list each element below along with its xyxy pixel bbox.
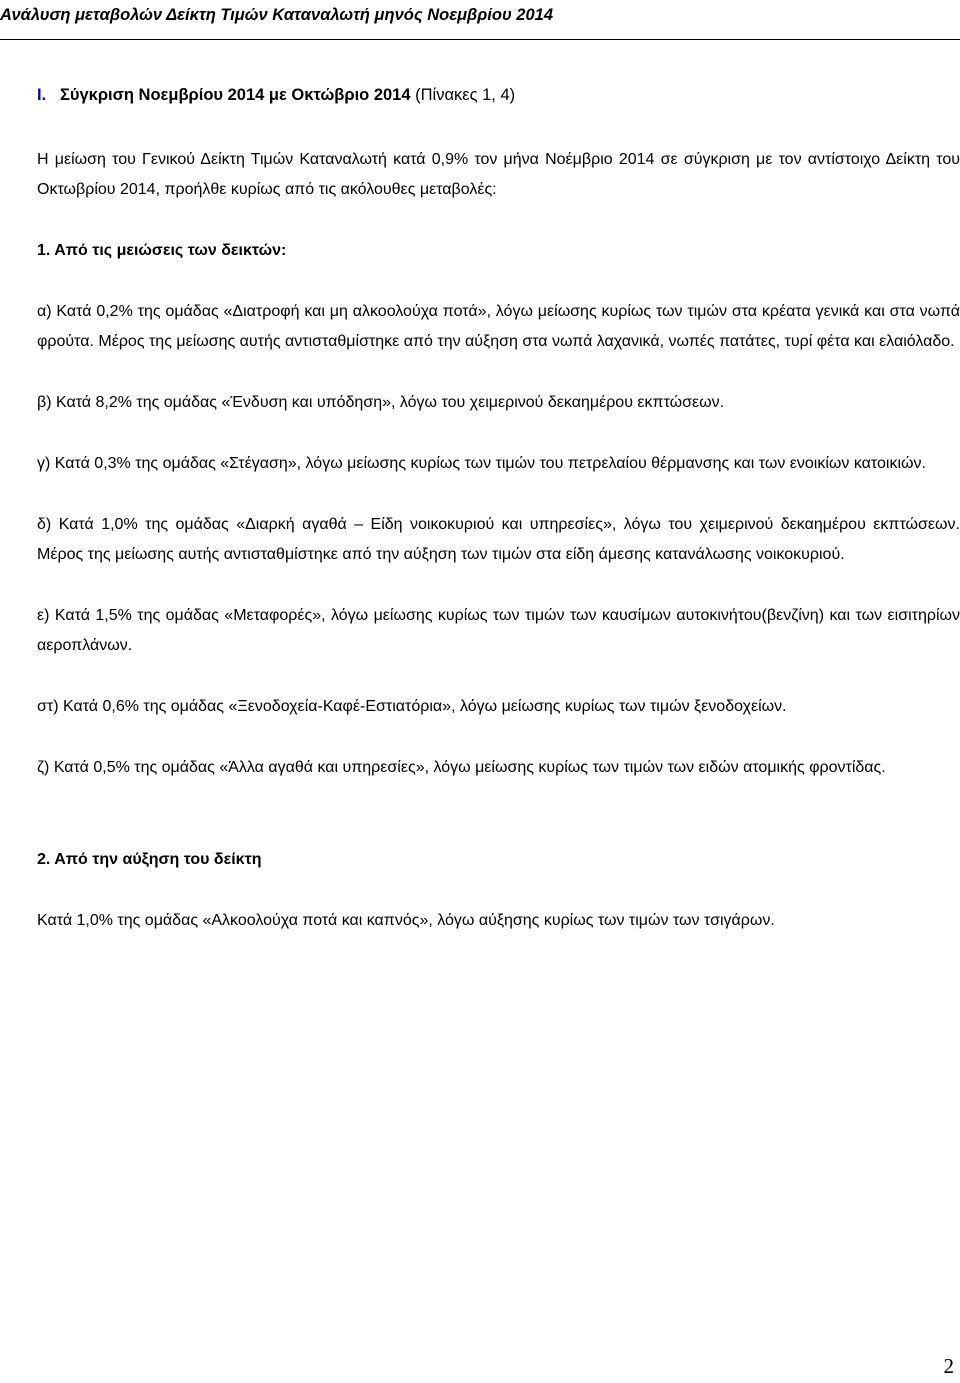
section-heading [37,80,960,110]
page-title: Ανάλυση μεταβολών Δείκτη Τιμών Καταναλωτή μηνός Νοεμβρίου 2014 [0,6,553,24]
increases-heading: 2. Από την αύξηση του δείκτη [37,851,262,868]
list-item: ε) Κατά 1,5% της ομάδας «Μεταφορές», λόγω μείωσης κυρίως των τιμών των καυσίμων αυτοκινήτου(βενζίνη) και των εισιτηρίων αεροπλάνων. [37,607,960,654]
list-item: δ) Κατά 1,0% της ομάδας «Διαρκή αγαθά – Είδη νοικοκυριού και υπηρεσίες», λόγω του χειμερινού δεκαημέρου εκπτώσεων. Μέρος της μείωσης αυτής αντισταθμίστηκε από την αύξηση των τιμών στα είδη άμεσης κατανάλωσης νοικοκυριού. [37,516,960,563]
list-item: α) Κατά 0,2% της ομάδας «Διατροφή και μη αλκοολούχα ποτά», λόγω μείωσης κυρίως των τιμών στα κρέατα γενικά και στα νωπά φρούτα. Μέρος της μείωσης αυτής αντισταθμίστηκε από την αύξηση στα νωπά λαχανικά, νωπές πατάτες, τυρί φέτα και ελαιόλαδο. [37,303,960,350]
list-item: γ) Κατά 0,3% της ομάδας «Στέγαση», λόγω μείωσης κυρίως των τιμών του πετρελαίου θέρμανσης και των ενοικίων κατοικιών. [37,455,926,472]
intro-paragraph: Η μείωση του Γενικού Δείκτη Τιμών Καταναλωτή κατά 0,9% τον μήνα Νοέμβριο 2014 σε σύγκριση με τον αντίστοιχο Δείκτη του Οκτωβρίου 2014, προήλθε κυρίως από τις ακόλουθες μεταβολές: [37,151,960,198]
document-body [37,80,960,936]
page-header [0,0,960,40]
decreases-heading: 1. Από τις μειώσεις των δεικτών: [37,242,287,259]
section-number: Ι. [37,86,47,104]
section-title: Σύγκριση Νοεμβρίου 2014 με Οκτώβριο 2014 [59,86,411,104]
list-item: στ) Κατά 0,6% της ομάδας «Ξενοδοχεία-Καφέ-Εστιατόρια», λόγω μείωσης κυρίως των τιμών ξενοδοχείων. [37,698,787,715]
section-note: (Πίνακες 1, 4) [415,86,516,104]
list-item: ζ) Κατά 0,5% της ομάδας «Άλλα αγαθά και υπηρεσίες», λόγω μείωσης κυρίως των τιμών των ειδών ατομικής φροντίδας. [37,759,886,776]
page-number: 2 [943,1354,954,1378]
list-item: β) Κατά 8,2% της ομάδας «Ένδυση και υπόδηση», λόγω του χειμερινού δεκαημέρου εκπτώσεων. [37,394,725,411]
list-item: Κατά 1,0% της ομάδας «Αλκοολούχα ποτά και καπνός», λόγω αύξησης κυρίως των τιμών των τσιγάρων. [37,912,775,929]
